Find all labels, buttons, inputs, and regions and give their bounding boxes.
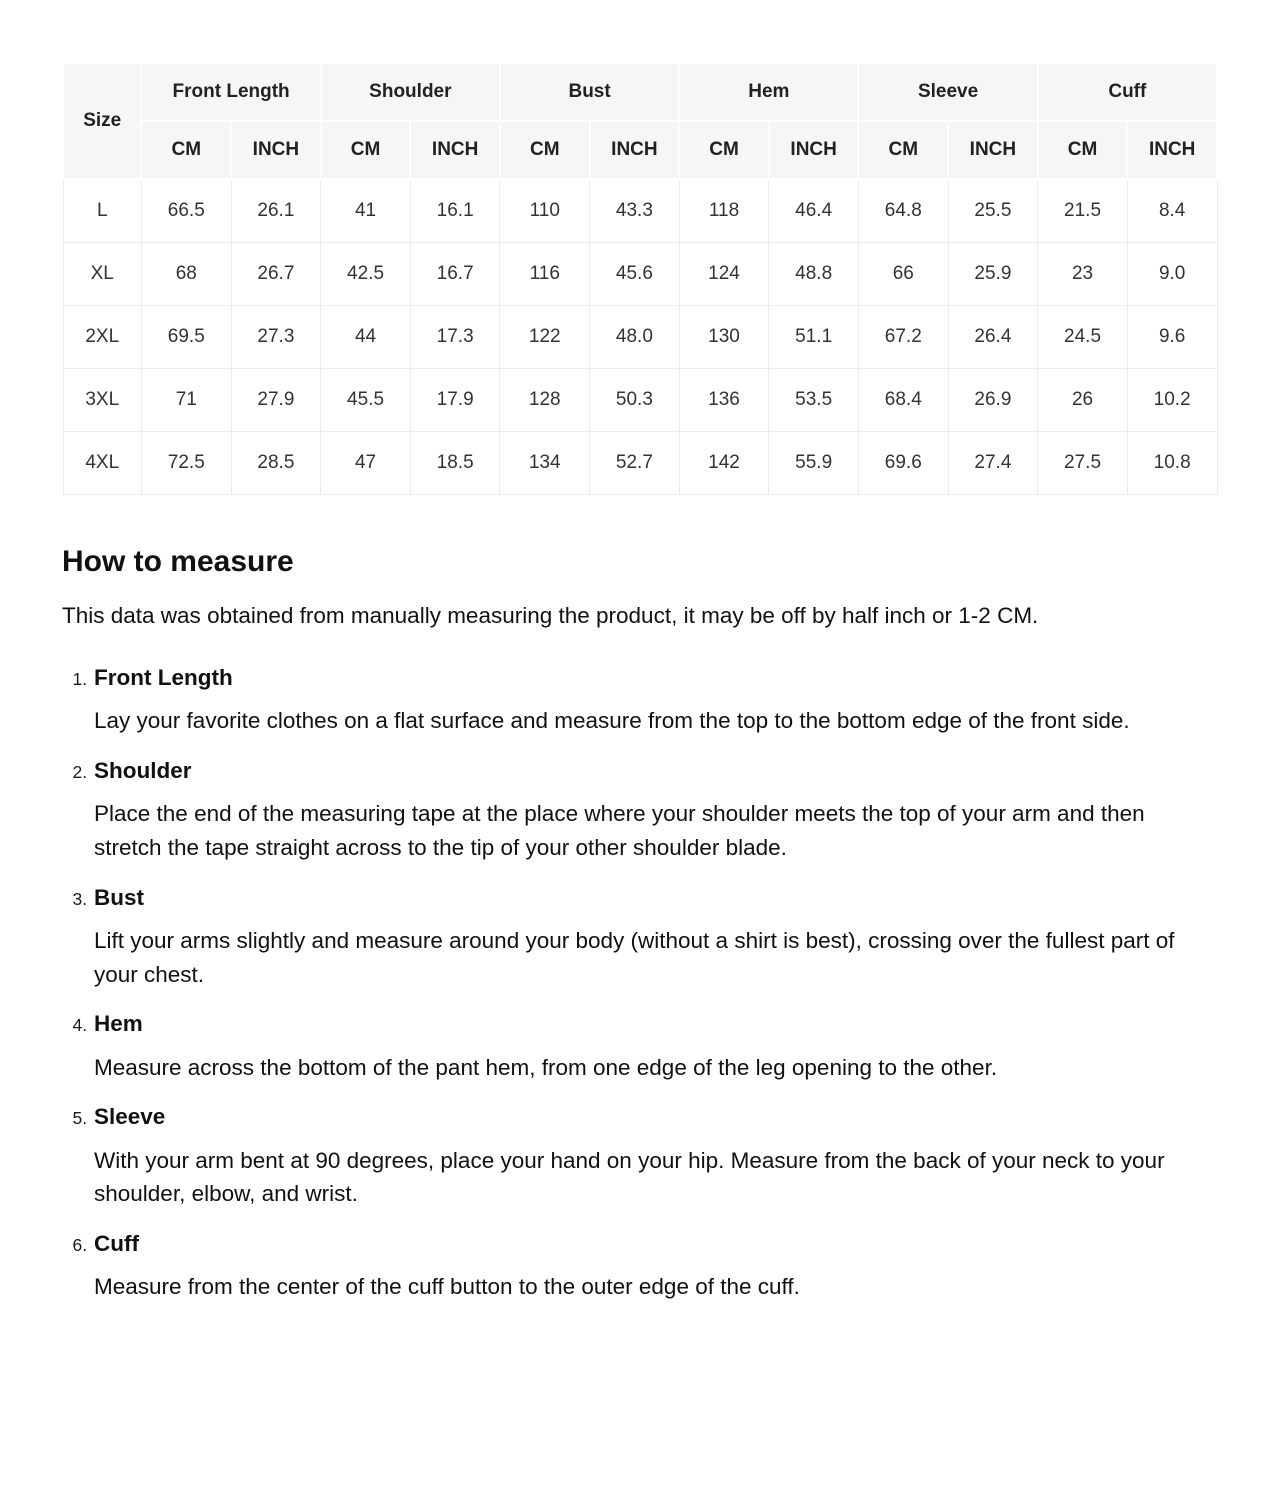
unit-header-cm: CM [679,121,769,179]
measurement-cell: 66.5 [141,179,231,243]
measurement-cell: 134 [500,432,590,495]
measurement-cell: 46.4 [769,179,859,243]
how-to-measure-intro: This data was obtained from manually measuring the product, it may be off by half inch or 1-2 CM. [62,603,1039,628]
measurement-cell: 48.8 [769,243,859,306]
measurement-cell: 116 [500,243,590,306]
size-chart-header [63,63,1217,179]
measurement-cell: 67.2 [858,306,948,369]
measurement-cell: 47 [321,432,411,495]
how-to-measure-title: How to measure [62,545,294,578]
step-term: 3. Bust [94,884,144,910]
size-cell: L [63,179,141,243]
measurement-cell: 27.9 [231,369,321,432]
table-row [63,306,1217,369]
step-term: 4. Hem [94,1011,143,1037]
unit-header-inch: INCH [410,121,500,179]
measurement-cell: 72.5 [141,432,231,495]
step-term: 2. Shoulder [94,757,192,783]
unit-header-cm: CM [858,121,948,179]
measurement-cell: 28.5 [231,432,321,495]
measurement-cell: 18.5 [410,432,500,495]
step-term: 6. Cuff [94,1231,139,1256]
measurement-cell: 53.5 [769,369,859,432]
unit-header-cm: CM [141,121,231,179]
measurement-cell: 71 [141,369,231,432]
column-header-hem: Hem [679,63,858,121]
measurement-cell: 68.4 [858,369,948,432]
table-row [63,243,1217,306]
step-description: Measure across the bottom of the pant hem, from one edge of the leg opening to the other. [94,1054,998,1080]
step-description: Measure from the center of the cuff button to the outer edge of the cuff. [94,1274,800,1300]
column-header-sleeve: Sleeve [858,63,1037,121]
measurement-cell: 26.4 [948,306,1038,369]
measurement-cell: 124 [679,243,769,306]
column-header-size: Size [63,63,141,179]
measurement-cell: 16.1 [410,179,500,243]
column-header-front-length: Front Length [141,63,320,121]
measurement-cell: 26.7 [231,243,321,306]
measurement-cell: 10.2 [1127,369,1217,432]
measurement-cell: 27.5 [1038,432,1128,495]
measurement-cell: 51.1 [769,306,859,369]
column-header-cuff: Cuff [1038,63,1217,121]
measurement-cell: 21.5 [1038,179,1128,243]
unit-header-cm: CM [321,121,411,179]
list-item [92,756,1218,865]
measurement-cell: 17.9 [410,369,500,432]
measurement-cell: 130 [679,306,769,369]
measurement-cell: 23 [1038,243,1128,306]
unit-header-cm: CM [500,121,590,179]
size-cell: XL [63,243,141,306]
table-row [63,432,1217,495]
column-header-bust: Bust [500,63,679,121]
size-cell: 3XL [63,369,141,432]
measure-steps-list [62,663,1218,1304]
measurement-cell: 45.6 [590,243,680,306]
table-row [63,369,1217,432]
measurement-cell: 9.6 [1127,306,1217,369]
list-item [92,1009,1218,1084]
measurement-cell: 17.3 [410,306,500,369]
measurement-cell: 42.5 [321,243,411,306]
measurement-cell: 8.4 [1127,179,1217,243]
step-description: Place the end of the measuring tape at the place where your shoulder meets the top of your arm and then stretch the tape straight across to the tip of your other shoulder blade. [94,801,1145,860]
measurement-cell: 16.7 [410,243,500,306]
column-header-shoulder: Shoulder [321,63,500,121]
unit-header-inch: INCH [231,121,321,179]
unit-header-inch: INCH [948,121,1038,179]
size-cell: 2XL [63,306,141,369]
measurement-cell: 128 [500,369,590,432]
measurement-cell: 26.9 [948,369,1038,432]
unit-header-cm: CM [1038,121,1128,179]
measurement-cell: 52.7 [590,432,680,495]
measurement-cell: 48.0 [590,306,680,369]
measurement-cell: 64.8 [858,179,948,243]
step-term: 1. Front Length [94,664,233,690]
measurement-cell: 69.6 [858,432,948,495]
measurement-cell: 136 [679,369,769,432]
measurement-cell: 43.3 [590,179,680,243]
measurement-cell: 10.8 [1127,432,1217,495]
size-chart-table [62,62,1218,495]
measurement-cell: 27.4 [948,432,1038,495]
measurement-cell: 25.9 [948,243,1038,306]
list-item [92,1229,1218,1304]
measurement-cell: 24.5 [1038,306,1128,369]
measurement-cell: 27.3 [231,306,321,369]
list-item [92,1102,1218,1211]
measurement-cell: 118 [679,179,769,243]
measurement-cell: 26.1 [231,179,321,243]
unit-header-inch: INCH [1127,121,1217,179]
unit-header-inch: INCH [590,121,680,179]
measurement-cell: 68 [141,243,231,306]
measurement-cell: 45.5 [321,369,411,432]
measurement-cell: 69.5 [141,306,231,369]
step-term: 5. Sleeve [94,1104,166,1130]
measurement-cell: 41 [321,179,411,243]
measurement-cell: 122 [500,306,590,369]
measurement-cell: 44 [321,306,411,369]
size-cell: 4XL [63,432,141,495]
step-description: Lay your favorite clothes on a flat surface and measure from the top to the bottom edge of the front side. [94,708,1130,733]
measurement-cell: 110 [500,179,590,243]
step-description: Lift your arms slightly and measure around your body (without a shirt is best), crossing over the fullest part of your chest. [94,927,1175,987]
list-item [92,883,1218,992]
table-row [63,179,1217,243]
step-description: With your arm bent at 90 degrees, place your hand on your hip. Measure from the back of your neck to your shoulder, elbow, and wrist. [94,1147,1165,1207]
measurement-cell: 50.3 [590,369,680,432]
list-item [92,663,1218,738]
measurement-cell: 26 [1038,369,1128,432]
measurement-cell: 25.5 [948,179,1038,243]
measurement-cell: 55.9 [769,432,859,495]
measurement-cell: 142 [679,432,769,495]
measurement-cell: 9.0 [1127,243,1217,306]
measurement-cell: 66 [858,243,948,306]
unit-header-inch: INCH [769,121,859,179]
